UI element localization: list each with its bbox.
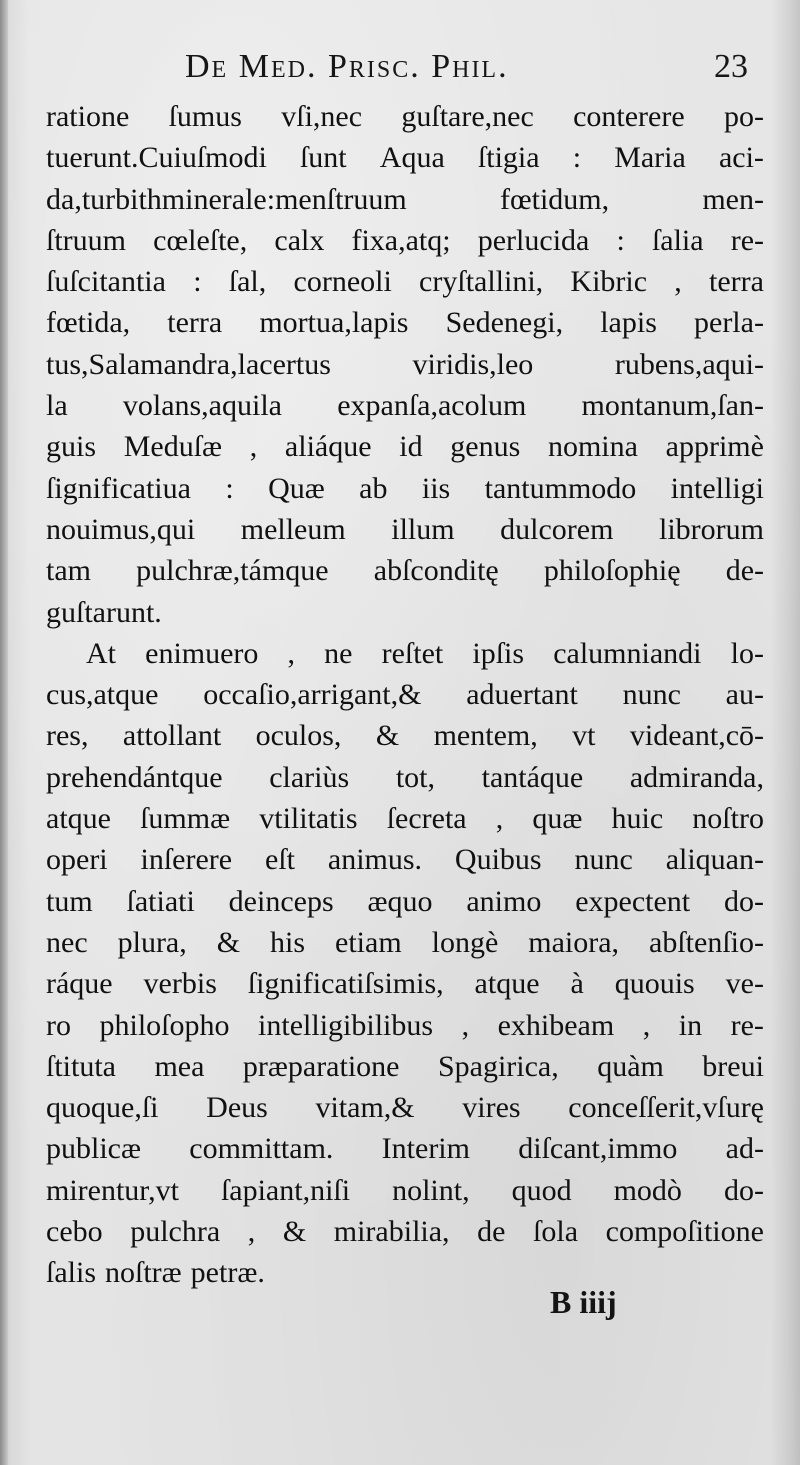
text-line: ſtituta mea præparatione Spagirica, quàm breui <box>46 1049 764 1083</box>
text-line: da,turbithminerale:menſtruum fœtidum, men- <box>46 182 764 216</box>
page-number: 23 <box>714 48 748 85</box>
text-line: tum ſatiati deinceps æquo animo expectent do- <box>46 884 764 918</box>
text-line: operi inſerere eſt animus. Quibus nunc aliquan- <box>46 843 764 877</box>
text-line: publicæ committam. Interim diſcant,immo ad- <box>46 1132 764 1166</box>
body-text <box>46 96 764 1294</box>
text-line: quoque,ſi Deus vitam,& vires conceſſerit,vſurę <box>46 1091 764 1125</box>
text-line: guſtarunt. <box>46 595 162 629</box>
text-line: mirentur,vt ſapiant,niſi nolint, quod modò do- <box>46 1173 764 1207</box>
text-line: cus,atque occaſio,arrigant,& aduertant nunc au- <box>46 678 764 712</box>
text-line: ro philoſopho intelligibilibus , exhibeam , in re- <box>46 1008 764 1042</box>
text-line: ratione ſumus vſi,nec guſtare,nec conterere po- <box>46 100 764 133</box>
page-gutter-edge <box>0 0 8 1465</box>
text-line: ſuſcitantia : ſal, corneoli cryſtallini, Kibric , terra <box>46 265 764 299</box>
text-line: prehendántque clariùs tot, tantáque admiranda, <box>46 760 764 794</box>
text-line: ſignificatiua : Quæ ab iis tantummodo intelligi <box>46 471 764 505</box>
text-line: tus,Salamandra,lacertus viridis,leo rubens,aqui- <box>46 347 764 381</box>
text-line: At enimuero , ne reſtet ipſis calumniandi lo- <box>86 636 764 670</box>
text-line: cebo pulchra , & mirabilia, de ſola compoſitione <box>46 1215 764 1249</box>
text-line: atque ſummæ vtilitatis ſecreta , quæ huic noſtro <box>46 802 764 836</box>
page-header <box>0 48 800 96</box>
signature-mark: B iiij <box>550 1284 617 1320</box>
text-line: ráque verbis ſignificatiſsimis, atque à quouis ve- <box>46 967 764 1001</box>
paragraph-1 <box>46 96 764 633</box>
text-line: res, attollant oculos, & mentem, vt videant,cō- <box>46 719 764 753</box>
text-line: ſalis noſtræ petræ. <box>46 1256 265 1290</box>
text-line: guis Meduſæ , aliáque id genus nomina apprimè <box>46 430 764 464</box>
text-line: ſtruum cœleſte, calx fixa,atq; perlucida : ſalia re- <box>46 223 764 257</box>
text-line: fœtida, terra mortua,lapis Sedenegi, lapis perla- <box>46 306 764 340</box>
text-line: nec plura, & his etiam longè maiora, abſtenſio- <box>46 925 764 959</box>
paragraph-2 <box>46 633 764 1294</box>
text-line: la volans,aquila expanſa,acolum montanum,ſan- <box>46 389 764 423</box>
text-line: tuerunt.Cuiuſmodi ſunt Aqua ſtigia : Maria aci- <box>46 141 764 175</box>
running-head: De Med. Prisc. Phil. <box>185 48 509 85</box>
text-line: nouimus,qui melleum illum dulcorem librorum <box>46 512 764 546</box>
text-line: tam pulchræ,támque abſconditę philoſophię de- <box>46 554 764 588</box>
